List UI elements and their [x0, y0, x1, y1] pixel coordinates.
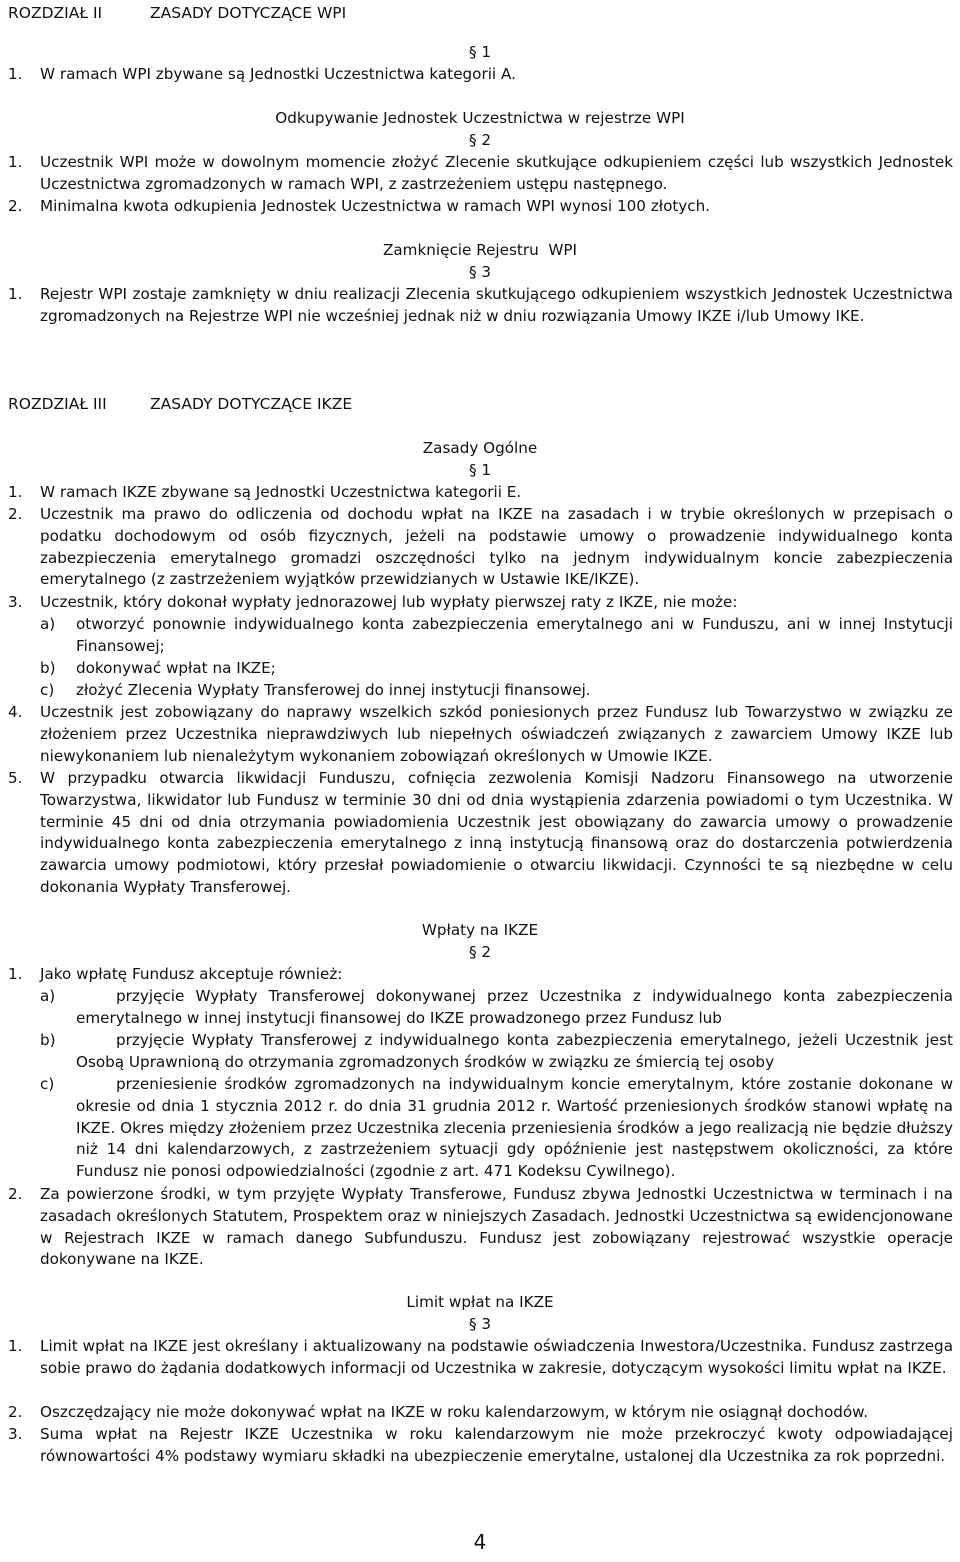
sub-item: a) przyjęcie Wypłaty Transferowej dokonywanej przez Uczestnika z indywidualnego konta zabezpieczenia emerytalnego w innej instytucji finansowej do IKZE prowadzonego przez Fundusz lub — [40, 986, 953, 1030]
paragraph: Za powierzone środki, w tym przyjęte Wypłaty Transferowe, Fundusz zbywa Jednostki Uczestnictwa w terminach i na zasadach określonych Statutem, Prospektem oraz w niniejszych Zasadach. Jednostki Uczestnictwa są ewidencjonowane w Rejestrach IKZE w ramach danego Subfunduszu. Fundusz jest zobowiązany rejestrować wszystkie operacje dokonywane na IKZE. — [40, 1185, 953, 1269]
paragraph: Uczestnik, który dokonał wypłaty jednorazowej lub wypłaty pierwszej raty z IKZE, nie może: — [40, 593, 738, 611]
section-mark: § 3 — [468, 1315, 492, 1333]
section-mark: § 1 — [468, 461, 492, 479]
section-mark: § 2 — [468, 131, 492, 149]
paragraph: W ramach WPI zbywane są Jednostki Uczestnictwa kategorii A. — [40, 65, 516, 83]
section-mark: § 1 — [468, 43, 492, 61]
section-title: Odkupywanie Jednostek Uczestnictwa w rejestrze WPI — [275, 109, 685, 127]
section-title: Zamknięcie Rejestru WPI — [382, 241, 578, 259]
list-item: 1. W ramach IKZE zbywane są Jednostki Uczestnictwa kategorii E. — [8, 482, 953, 504]
paragraph: przyjęcie Wypłaty Transferowej z indywidualnego konta zabezpieczenia emerytalnego, jeżeli Uczestnik jest Osobą Uprawnioną do otrzymania zgromadzonych środków w związku ze śmiercią tej osoby — [76, 1031, 953, 1071]
list-item: 5. W przypadku otwarcia likwidacji Funduszu, cofnięcia zezwolenia Komisji Nadzoru Finansowego na utworzenie Towarzystwa, likwidator lub Fundusz w terminie 30 dni od dnia wystąpienia zdarzenia powiadomi o tym Uczestnika. W terminie 45 dni od dnia otrzymania powiadomienia Uczestnik jest obowiązany do zawarcia umowy o prowadzenie indywidualnego konta zabezpieczenia emerytalnego z inną instytucją finansową oraz do dostarczenia potwierdzenia zawarcia umowy podmiotowi, który przesłał powiadomienie o otwarciu likwidacji. Czynności te są niezbędne w celu dokonania Wypłaty Transferowej. — [8, 768, 953, 899]
chapter-2-label: ROZDZIAŁ II — [8, 4, 103, 22]
paragraph: Jako wpłatę Fundusz akceptuje również: — [40, 965, 343, 983]
list-item: 3. Suma wpłat na Rejestr IKZE Uczestnika w roku kalendarzowym nie może przekroczyć kwoty odpowiadającej równowartości 4% podstawy wymiaru składki na ubezpieczenie emerytalne, ustalonej dla Uczestnika za rok poprzedni. — [8, 1424, 953, 1468]
list-item: 1. W ramach WPI zbywane są Jednostki Uczestnictwa kategorii A. — [8, 64, 953, 86]
list-item: 2. Uczestnik ma prawo do odliczenia od dochodu wpłat na IKZE na zasadach i w trybie określonych w przepisach o podatku dochodowym od osób fizycznych, jeżeli na podstawie umowy o prowadzenie indywidualnego konta zabezpieczenia emerytalnego gromadzi oszczędności tylko na jednym indywidualnym koncie zabezpieczenia emerytalnego (z zastrzeżeniem wyjątków przewidzianych w Ustawie IKE/IKZE). — [8, 504, 953, 591]
list-item: 3. Uczestnik, który dokonał wypłaty jednorazowej lub wypłaty pierwszej raty z IKZE, nie może: — [8, 592, 953, 614]
chapter-3-label: ROZDZIAŁ III — [8, 395, 107, 413]
sub-item: b) przyjęcie Wypłaty Transferowej z indywidualnego konta zabezpieczenia emerytalnego, jeżeli Uczestnik jest Osobą Uprawnioną do otrzymania zgromadzonych środków w związku ze śmiercią tej osoby — [40, 1030, 953, 1074]
paragraph: Oszczędzający nie może dokonywać wpłat na IKZE w roku kalendarzowym, w którym nie osiągnął dochodów. — [40, 1403, 869, 1421]
paragraph: W ramach IKZE zbywane są Jednostki Uczestnictwa kategorii E. — [40, 483, 522, 501]
list-item: 2. Oszczędzający nie może dokonywać wpłat na IKZE w roku kalendarzowym, w którym nie osiągnął dochodów. — [8, 1402, 953, 1424]
sub-item: b) dokonywać wpłat na IKZE; — [40, 658, 953, 680]
paragraph: Suma wpłat na Rejestr IKZE Uczestnika w roku kalendarzowym nie może przekroczyć kwoty odpowiadającej równowartości 4% podstawy wymiaru składki na ubezpieczenie emerytalne, ustalonej dla Uczestnika za rok poprzedni. — [40, 1425, 953, 1465]
section-title: Limit wpłat na IKZE — [406, 1293, 554, 1311]
paragraph: Uczestnik ma prawo do odliczenia od dochodu wpłat na IKZE na zasadach i w trybie określonych w przepisach o podatku dochodowym od osób fizycznych, jeżeli na podstawie umowy o prowadzenie indywidualnego konta zabezpieczenia emerytalnego gromadzi oszczędności tylko na jednym indywidualnym koncie zabezpieczenia emerytalnego (z zastrzeżeniem wyjątków przewidzianych w Ustawie IKE/IKZE). — [40, 505, 953, 589]
list-item: 1. Jako wpłatę Fundusz akceptuje również: — [8, 964, 953, 986]
paragraph: przyjęcie Wypłaty Transferowej dokonywanej przez Uczestnika z indywidualnego konta zabezpieczenia emerytalnego w innej instytucji finansowej do IKZE prowadzonego przez Fundusz lub — [76, 987, 953, 1027]
page-number: 4 — [473, 1530, 487, 1554]
list-item: 4. Uczestnik jest zobowiązany do naprawy wszelkich szkód poniesionych przez Fundusz lub Towarzystwo w związku ze złożeniem przez Uczestnika nieprawdziwych lub niepełnych oświadczeń związanych z zawarciem Umowy IKZE lub niewykonaniem lub nienależytym wykonaniem zobowiązań określonych w Umowie IKZE. — [8, 702, 953, 767]
sub-item: a) otworzyć ponownie indywidualnego konta zabezpieczenia emerytalnego ani w Funduszu, ani w innej Instytucji Finansowej; — [40, 614, 953, 658]
chapter-2-title: ZASADY DOTYCZĄCE WPI — [150, 4, 347, 22]
sub-item: c) złożyć Zlecenia Wypłaty Transferowej do innej instytucji finansowej. — [40, 680, 953, 702]
list-item: 2. Za powierzone środki, w tym przyjęte Wypłaty Transferowe, Fundusz zbywa Jednostki Uczestnictwa w terminach i na zasadach określonych Statutem, Prospektem oraz w niniejszych Zasadach. Jednostki Uczestnictwa są ewidencjonowane w Rejestrach IKZE w ramach danego Subfunduszu. Fundusz jest zobowiązany rejestrować wszystkie operacje dokonywane na IKZE. — [8, 1184, 953, 1271]
list-item: 1. Limit wpłat na IKZE jest określany i aktualizowany na podstawie oświadczenia Inwestora/Uczestnika. Fundusz zastrzega sobie prawo do żądania dodatkowych informacji od Uczestnika w zakresie, dotyczącym wysokości limitu wpłat na IKZE. — [8, 1336, 953, 1380]
section-mark: § 2 — [468, 943, 492, 961]
list-item: 1. Uczestnik WPI może w dowolnym momencie złożyć Zlecenie skutkujące odkupieniem części lub wszystkich Jednostek Uczestnictwa zgromadzonych w ramach WPI, z zastrzeżeniem ustępu następnego. — [8, 152, 953, 196]
section-title: Wpłaty na IKZE — [421, 921, 539, 939]
section-title: Zasady Ogólne — [422, 439, 538, 457]
paragraph: złożyć Zlecenia Wypłaty Transferowej do innej instytucji finansowej. — [76, 681, 591, 699]
paragraph: Uczestnik jest zobowiązany do naprawy wszelkich szkód poniesionych przez Fundusz lub Towarzystwo w związku ze złożeniem przez Uczestnika nieprawdziwych lub niepełnych oświadczeń związanych z zawarciem Umowy IKZE lub niewykonaniem lub nienależytym wykonaniem zobowiązań określonych w Umowie IKZE. — [40, 703, 953, 765]
list-item: 2. Minimalna kwota odkupienia Jednostek Uczestnictwa w ramach WPI wynosi 100 złotych. — [8, 196, 953, 218]
paragraph: przeniesienie środków zgromadzonych na indywidualnym koncie emerytalnym, które zostanie dokonane w okresie od dnia 1 stycznia 2012 r. do dnia 31 grudnia 2012 r. Wartość przeniesionych środków stanowi wpłatę na IKZE. Okres między złożeniem przez Uczestnika zlecenia przeniesienia środków a jego realizacją nie będzie dłuższy niż 14 dni kalendarzowych, z zastrzeżeniem sytuacji gdy opóźnienie jest następstwem okoliczności, za które Fundusz nie ponosi odpowiedzialności (zgodnie z art. 471 Kodeksu Cywilnego). — [76, 1075, 953, 1181]
list-item: 1. Rejestr WPI zostaje zamknięty w dniu realizacji Zlecenia skutkującego odkupieniem wszystkich Jednostek Uczestnictwa zgromadzonych na Rejestrze WPI nie wcześniej jednak niż w dniu rozwiązania Umowy IKZE i/lub Umowy IKE. — [8, 284, 953, 328]
sub-item: c) przeniesienie środków zgromadzonych na indywidualnym koncie emerytalnym, które zostanie dokonane w okresie od dnia 1 stycznia 2012 r. do dnia 31 grudnia 2012 r. Wartość przeniesionych środków stanowi wpłatę na IKZE. Okres między złożeniem przez Uczestnika zlecenia przeniesienia środków a jego realizacją nie będzie dłuższy niż 14 dni kalendarzowych, z zastrzeżeniem sytuacji gdy opóźnienie jest następstwem okoliczności, za które Fundusz nie ponosi odpowiedzialności (zgodnie z art. 471 Kodeksu Cywilnego). — [40, 1074, 953, 1183]
paragraph: dokonywać wpłat na IKZE; — [76, 659, 276, 677]
paragraph: Uczestnik WPI może w dowolnym momencie złożyć Zlecenie skutkujące odkupieniem części lub wszystkich Jednostek Uczestnictwa zgromadzonych w ramach WPI, z zastrzeżeniem ustępu następnego. — [40, 153, 953, 193]
paragraph: Minimalna kwota odkupienia Jednostek Uczestnictwa w ramach WPI wynosi 100 złotych. — [40, 197, 711, 215]
paragraph: W przypadku otwarcia likwidacji Funduszu, cofnięcia zezwolenia Komisji Nadzoru Finansowego na utworzenie Towarzystwa, likwidator lub Fundusz w terminie 30 dni od dnia wystąpienia zdarzenia powiadomi o tym Uczestnika. W terminie 45 dni od dnia otrzymania powiadomienia Uczestnik jest obowiązany do zawarcia umowy o prowadzenie indywidualnego konta zabezpieczenia emerytalnego z inną instytucją finansową oraz do dostarczenia potwierdzenia zawarcia umowy podmiotowi, który przesłał powiadomienie o otwarciu likwidacji. Czynności te są niezbędne w celu dokonania Wypłaty Transferowej. — [40, 769, 953, 896]
paragraph: Limit wpłat na IKZE jest określany i aktualizowany na podstawie oświadczenia Inwestora/Uczestnika. Fundusz zastrzega sobie prawo do żądania dodatkowych informacji od Uczestnika w zakresie, dotyczącym wysokości limitu wpłat na IKZE. — [40, 1337, 953, 1377]
chapter-3-title: ZASADY DOTYCZĄCE IKZE — [150, 395, 353, 413]
paragraph: otworzyć ponownie indywidualnego konta zabezpieczenia emerytalnego ani w Funduszu, ani w innej Instytucji Finansowej; — [76, 615, 953, 655]
paragraph: Rejestr WPI zostaje zamknięty w dniu realizacji Zlecenia skutkującego odkupieniem wszystkich Jednostek Uczestnictwa zgromadzonych na Rejestrze WPI nie wcześniej jednak niż w dniu rozwiązania Umowy IKZE i/lub Umowy IKE. — [40, 285, 953, 325]
section-mark: § 3 — [468, 263, 492, 281]
